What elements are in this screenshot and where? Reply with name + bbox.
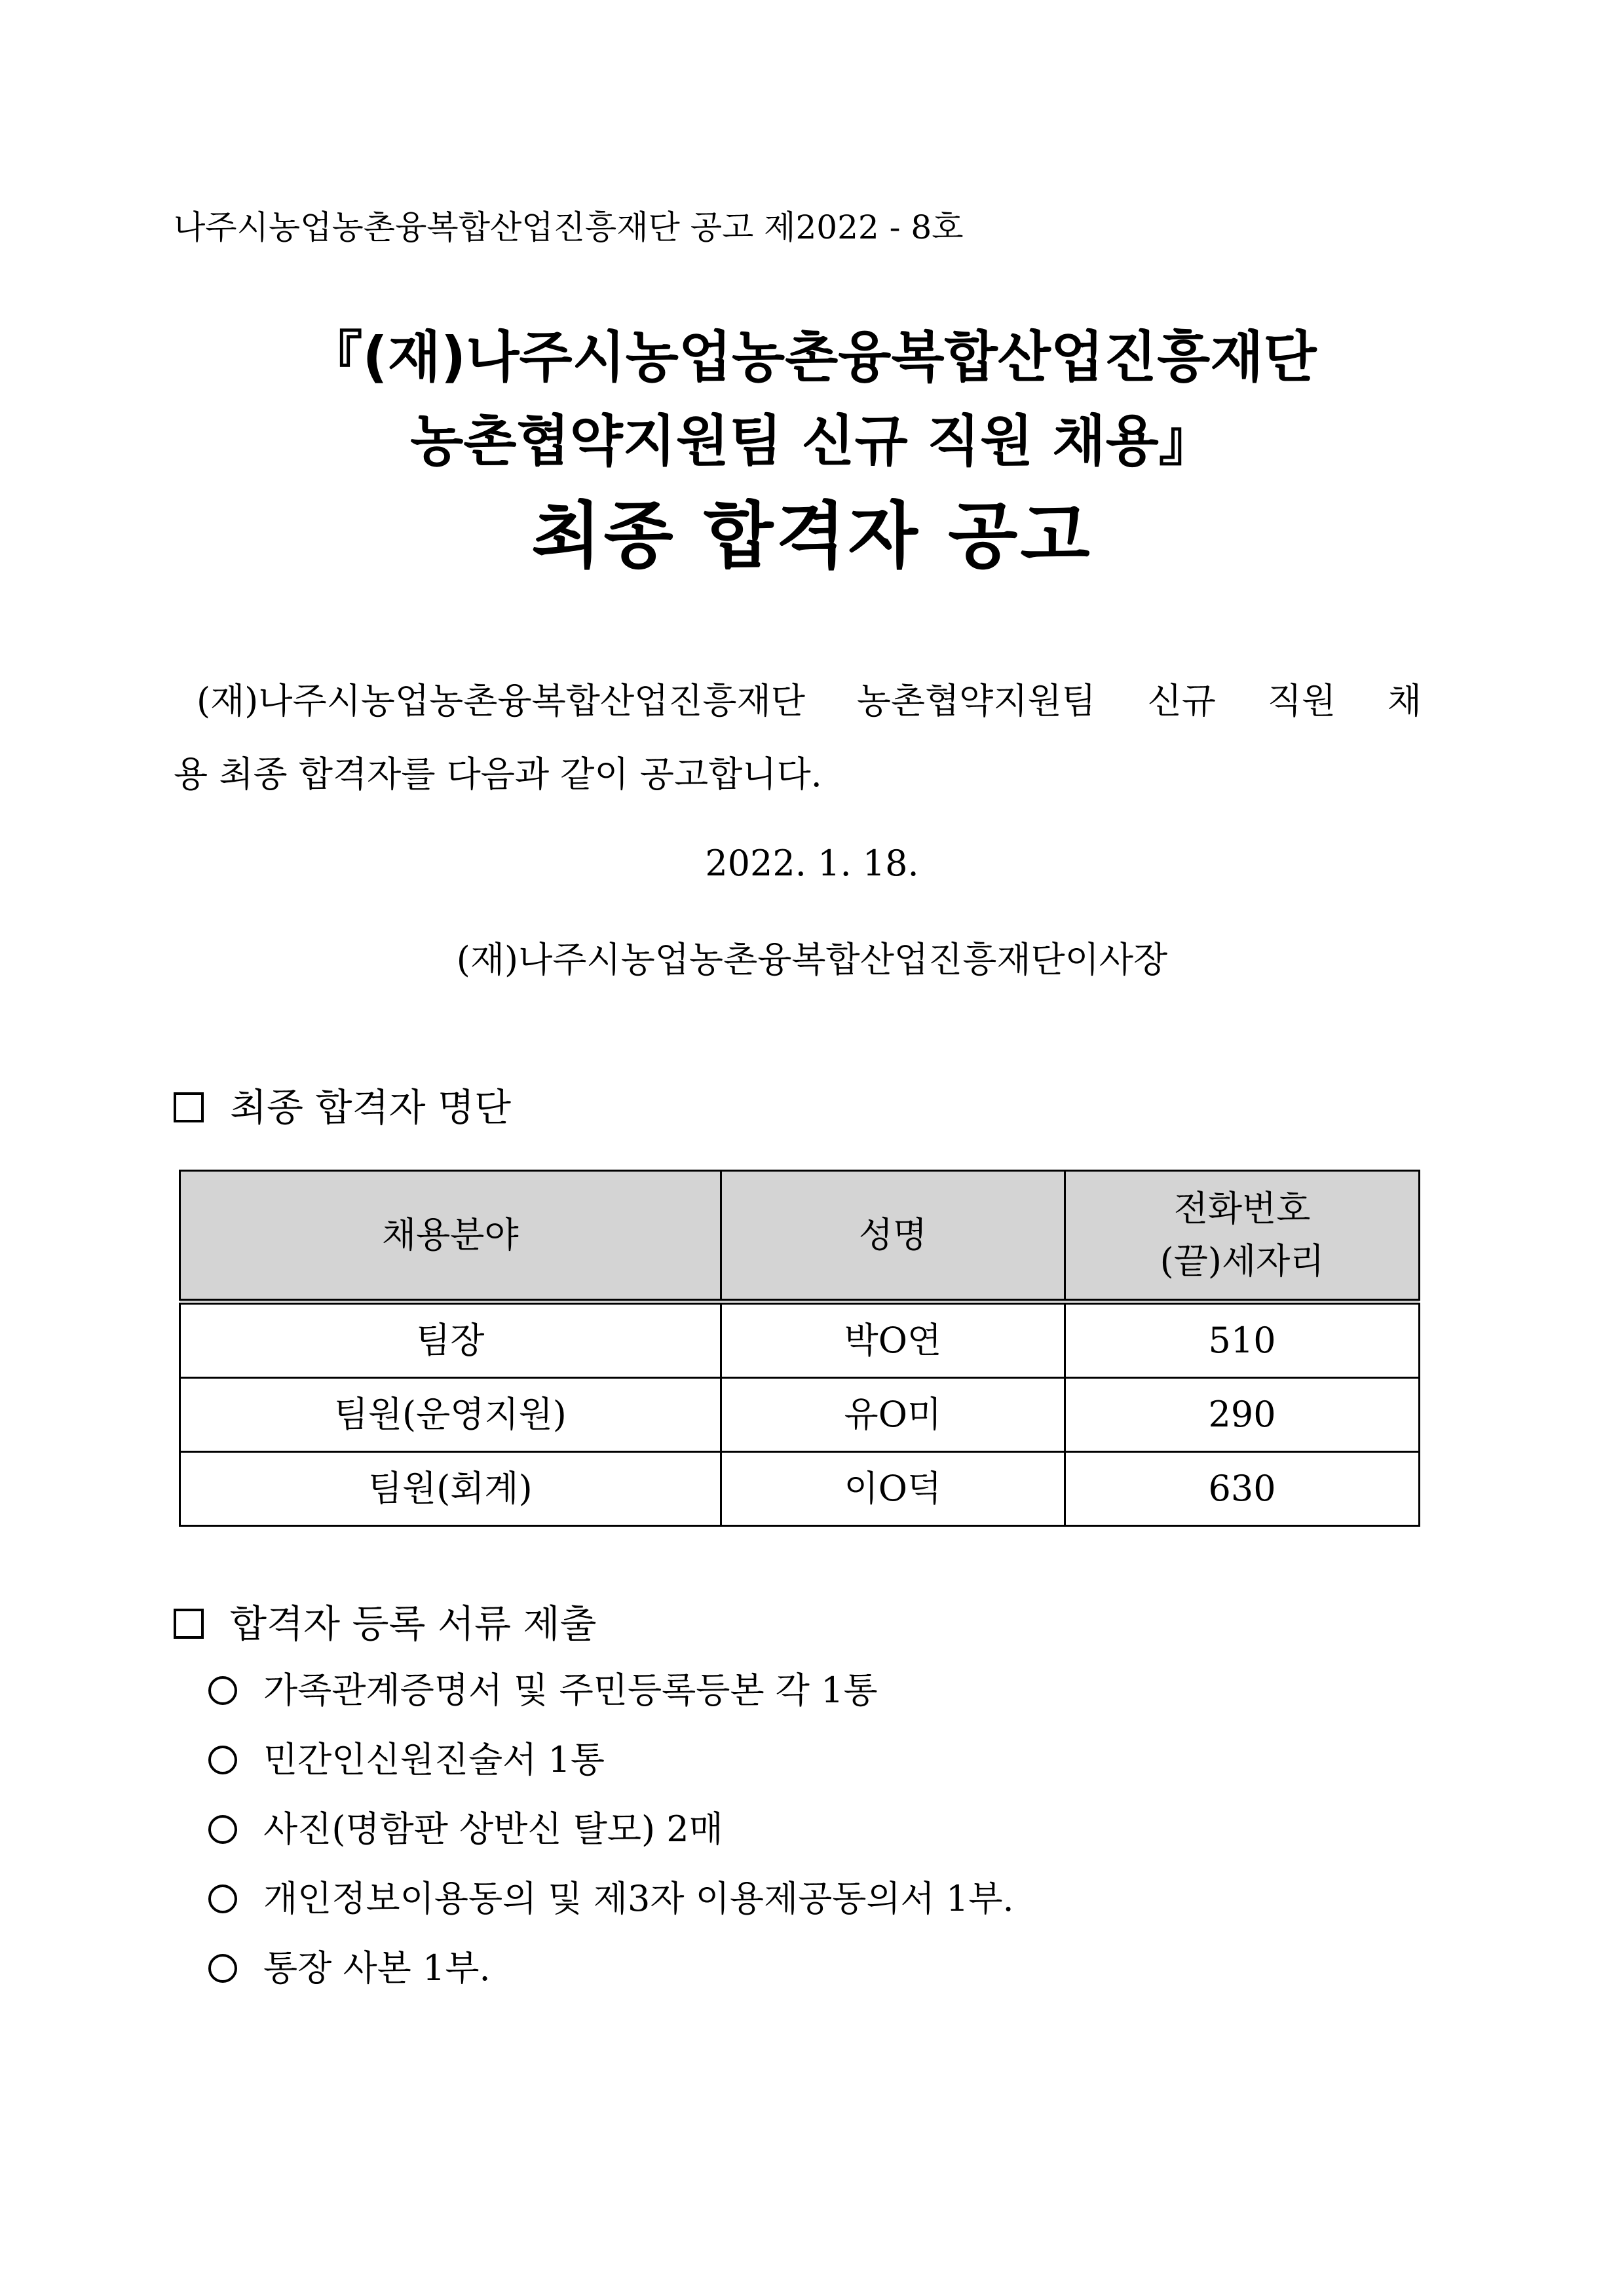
table-row	[180, 1302, 1420, 1378]
section-heading-roster-text: 최종 합격자 명단	[230, 1085, 512, 1130]
section-heading-roster	[174, 1081, 511, 1134]
list-item-text: 개인정보이용동의 및 제3자 이용제공동의서 1부.	[263, 1878, 1014, 1919]
cell-name: 박O연	[721, 1302, 1065, 1378]
circle-bullet-icon	[208, 1676, 237, 1705]
circle-bullet-icon	[208, 1746, 237, 1774]
cell-phone: 630	[1065, 1452, 1420, 1526]
list-item	[208, 1942, 1014, 2012]
notice-number: 나주시농업농촌융복합산업진흥재단 공고 제2022 - 8호	[174, 208, 964, 246]
circle-bullet-icon	[208, 1815, 237, 1844]
column-header-phone-line-1: 전화번호	[1173, 1188, 1311, 1229]
issuer-name: (재)나주시농업농촌융복합산업진흥재단이사장	[456, 939, 1168, 980]
final-roster-table	[179, 1170, 1420, 1527]
list-item-text: 사진(명함판 상반신 탈모) 2매	[263, 1808, 723, 1850]
column-header-field: 채용분야	[180, 1171, 721, 1302]
checkbox-square-icon	[174, 1092, 204, 1122]
section-heading-documents	[174, 1598, 597, 1650]
section-heading-documents-text: 합격자 등록 서류 제출	[230, 1601, 597, 1646]
checkbox-square-icon	[174, 1609, 204, 1639]
cell-phone: 290	[1065, 1378, 1420, 1452]
cell-field: 팀원(회계)	[180, 1452, 721, 1526]
list-item-text: 가족관계증명서 및 주민등록등본 각 1통	[263, 1670, 878, 1711]
required-documents-list	[208, 1664, 1014, 2012]
circle-bullet-icon	[208, 1954, 237, 1983]
list-item	[208, 1734, 1014, 1803]
column-header-phone-line-2: (끝)세자리	[1160, 1240, 1325, 1282]
list-item	[208, 1803, 1014, 1873]
notice-date: 2022. 1. 18.	[705, 843, 919, 884]
list-item-text: 통장 사본 1부.	[263, 1947, 491, 1989]
table-header-row	[180, 1171, 1420, 1302]
cell-field: 팀장	[180, 1302, 721, 1378]
cell-field: 팀원(운영지원)	[180, 1378, 721, 1452]
cell-phone: 510	[1065, 1302, 1420, 1378]
list-item	[208, 1873, 1014, 1942]
title-line-2: 농촌협약지원팀 신규 직원 채용』	[410, 409, 1214, 473]
title-line-3: 최종 합격자 공고	[531, 494, 1093, 578]
list-item	[208, 1664, 1014, 1734]
circle-bullet-icon	[208, 1885, 237, 1913]
table-row	[180, 1452, 1420, 1526]
cell-name: 이O덕	[721, 1452, 1065, 1526]
body-text-line-2: 용 최종 합격자를 다음과 같이 공고합니다.	[174, 754, 822, 795]
body-text-line-1: (재)나주시농업농촌융복합산업진흥재단 농촌협약지원팀 신규 직원 채	[197, 680, 1422, 721]
column-header-name: 성명	[721, 1171, 1065, 1302]
cell-name: 유O미	[721, 1378, 1065, 1452]
table-row	[180, 1378, 1420, 1452]
list-item-text: 민간인신원진술서 1통	[263, 1739, 605, 1780]
title-line-1: 『(재)나주시농업농촌융복합산업진흥재단	[307, 325, 1317, 389]
column-header-phone	[1065, 1171, 1420, 1302]
